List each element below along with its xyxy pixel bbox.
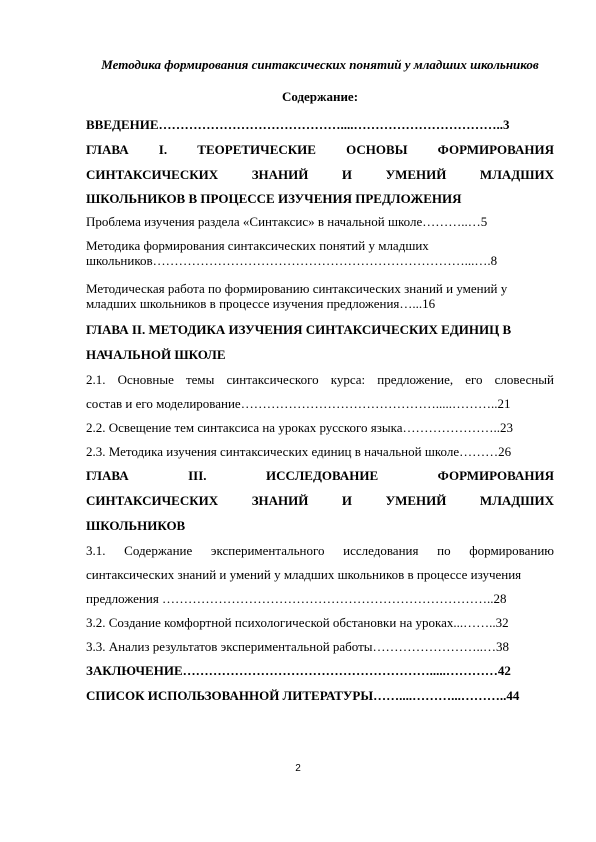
toc-entry: состав и его моделирование……………………………………….....………..21 <box>86 396 511 411</box>
toc-entry: 3.2. Создание комфортной психологической обстановки на уроках...……..32 <box>86 615 509 630</box>
toc-entry: ВВЕДЕНИЕ……………………………………....……………………………..3 <box>86 117 510 132</box>
toc-entry: ШКОЛЬНИКОВ В ПРОЦЕССЕ ИЗУЧЕНИЯ ПРЕДЛОЖЕНИЯ <box>86 191 462 206</box>
toc-entry: Методика формирования синтаксических понятий у младших <box>86 238 429 253</box>
toc-entry: предложения …………………………………………………………………..28 <box>86 591 507 606</box>
toc-entry: 2.1. Основные темы синтаксического курса: предложение, его словесный <box>86 372 554 387</box>
toc-entry: синтаксических знаний и умений у младших школьников в процессе изучения <box>86 567 522 582</box>
toc-entry: ЗАКЛЮЧЕНИЕ………………………………………………….....…………42 <box>86 663 511 678</box>
toc-entry: 2.3. Методика изучения синтаксических единиц в начальной школе………26 <box>86 444 512 459</box>
toc-entry: 3.1. Содержание экспериментального исследования по формированию <box>86 543 554 558</box>
toc-entry: 2.2. Освещение тем синтаксиса на уроках русского языка…………………..23 <box>86 420 513 435</box>
toc-entry: ГЛАВА II. МЕТОДИКА ИЗУЧЕНИЯ СИНТАКСИЧЕСКИХ ЕДИНИЦ В <box>86 322 512 337</box>
toc-entry: ГЛАВА I. ТЕОРЕТИЧЕСКИЕ ОСНОВЫ ФОРМИРОВАНИЯ <box>86 142 554 157</box>
document-title: Методика формирования синтаксических понятий у младших школьников <box>101 57 539 72</box>
toc-entry: СПИСОК ИСПОЛЬЗОВАННОЙ ЛИТЕРАТУРЫ……....………...………..44 <box>86 688 520 703</box>
toc-entry: школьников………………………………………………………………...….8 <box>86 253 498 268</box>
toc-entry: ШКОЛЬНИКОВ <box>86 518 186 533</box>
toc-entry: 3.3. Анализ результатов экспериментальной работы……………………..…38 <box>86 639 510 654</box>
contents-heading: Содержание: <box>281 89 359 104</box>
toc-entry: младших школьников в процессе изучения предложения…...16 <box>86 296 436 311</box>
toc-entry: Проблема изучения раздела «Синтаксис» в начальной школе………..…5 <box>86 214 488 229</box>
toc-entry: ГЛАВА III. ИССЛЕДОВАНИЕ ФОРМИРОВАНИЯ <box>86 468 554 483</box>
toc-entry: СИНТАКСИЧЕСКИХ ЗНАНИЙ И УМЕНИЙ МЛАДШИХ <box>86 493 554 508</box>
toc-entry: НАЧАЛЬНОЙ ШКОЛЕ <box>86 347 226 362</box>
toc-entry: Методическая работа по формированию синтаксических знаний и умений у <box>86 281 508 296</box>
toc-entry: СИНТАКСИЧЕСКИХ ЗНАНИЙ И УМЕНИЙ МЛАДШИХ <box>86 167 554 182</box>
page-number: 2 <box>295 763 301 774</box>
